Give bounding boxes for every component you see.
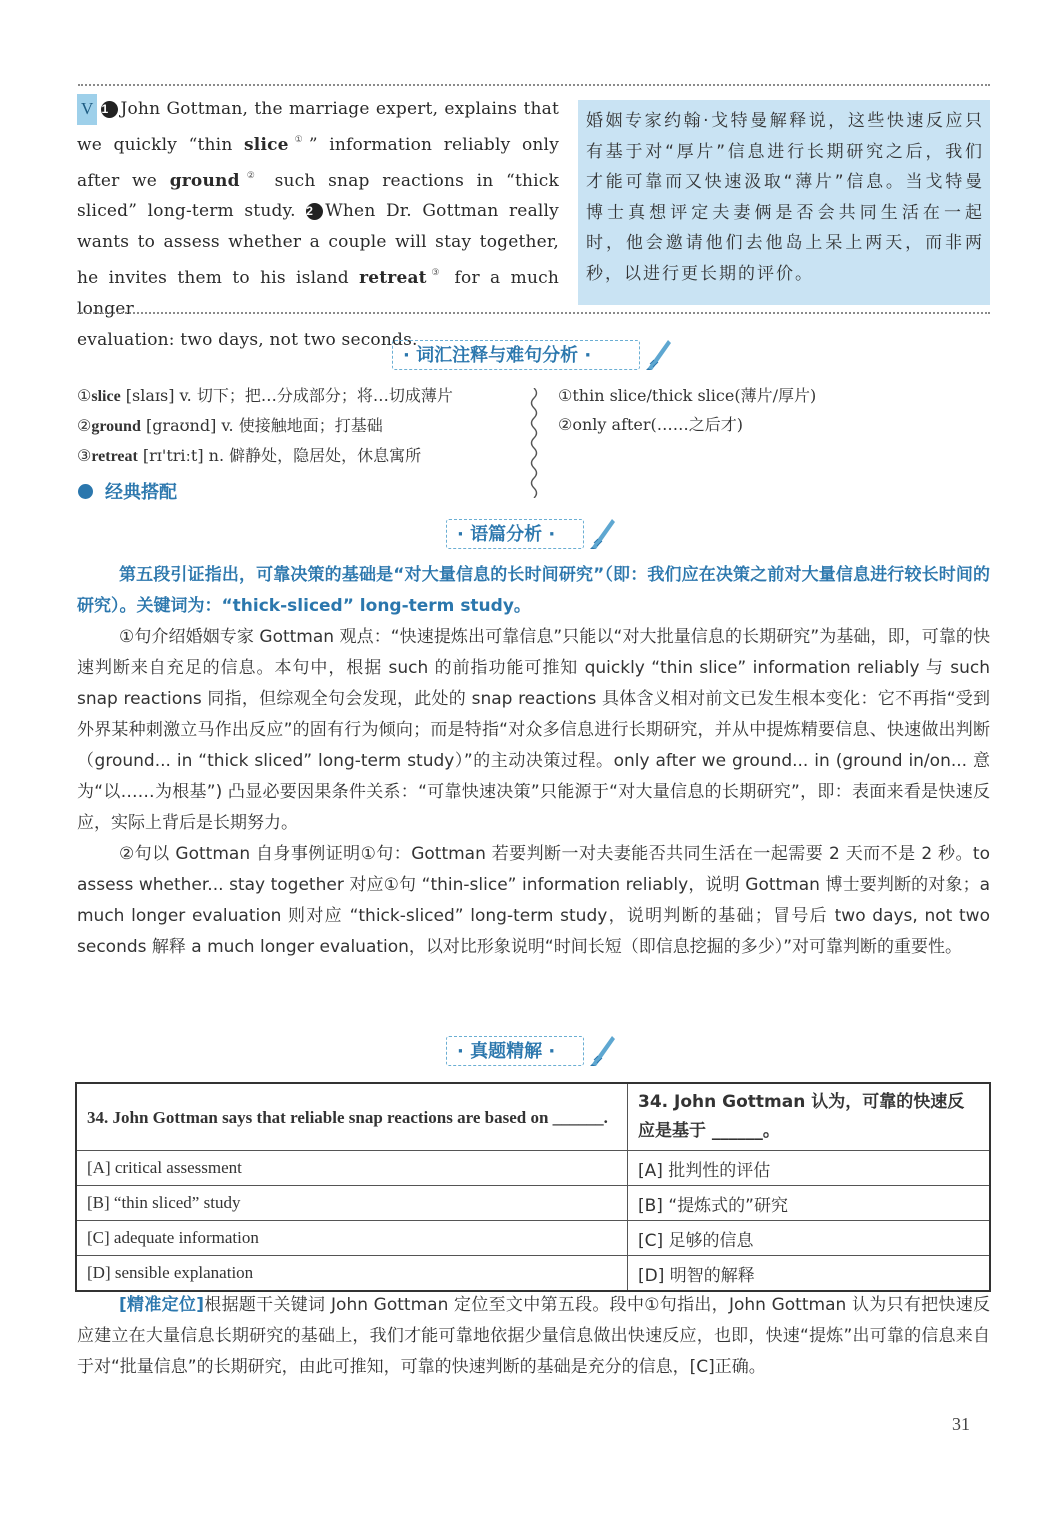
vocab-list: [77, 381, 453, 471]
option-en: [A] critical assessment: [76, 1151, 628, 1186]
sentence-1-part-a: John Gottman, the marriage expert, explains that we quickly “thin: [77, 99, 559, 155]
question-row: [76, 1083, 990, 1151]
paragraph-label: V: [77, 94, 97, 125]
sentence-2-part-a: When Dr. Gottman really wants to assess whether a couple will stay together, he invites them to his island: [77, 201, 559, 288]
option-row: [76, 1256, 990, 1292]
classic-collocation-heading: 经典搭配: [78, 478, 177, 504]
option-zh: [C] 足够的信息: [628, 1221, 991, 1256]
top-divider: [78, 84, 990, 86]
analysis-lead: 第五段引证指出，可靠决策的基础是“对大量信息的长时间研究”（即：我们应在决策之前对大量信息进行较长时间的研究）。关键词为：“thick-sliced” long-term study。: [77, 565, 990, 616]
footnote-2: ②: [239, 170, 262, 181]
question-zh: 34. John Gottman 认为，可靠的快速反应是基于 ______。: [628, 1083, 991, 1151]
sentence-number-2: 2: [306, 203, 323, 220]
option-en: [D] sensible explanation: [76, 1256, 628, 1292]
analysis-text: [77, 560, 990, 963]
pen-icon: [644, 336, 674, 372]
english-passage: [77, 94, 559, 355]
bullet-icon: [78, 484, 93, 499]
sentence-number-1: 1: [101, 101, 118, 118]
vocab-word-ground: ground: [169, 170, 240, 191]
option-zh: [D] 明智的解释: [628, 1256, 991, 1292]
question-en: 34. John Gottman says that reliable snap reactions are based on ______.: [76, 1083, 628, 1151]
analysis-paragraph-2: ②句以 Gottman 自身事例证明①句：Gottman 若要判断一对夫妻能否共同生活在一起需要 2 天而不是 2 秒。to assess whether... stay together 对应①句 “thin-slice” information reliably，说明 Gottman 博士要判断的对象；a much longer evaluation 则对应 “thick-sliced” long-term study，说明判断的基础；冒号后 two days, not two seconds 解释 a much longer evaluation，以对比形象说明“时间长短（即信息挖掘的多少）”对可靠判断的重要性。: [77, 844, 990, 957]
page-number: 31: [952, 1414, 970, 1434]
vocab-word-slice: slice: [244, 134, 289, 155]
vocab-item: ②ground [graʊnd] v. 使接触地面；打基础: [77, 416, 383, 435]
option-zh: [B] “提炼式的”研究: [628, 1186, 991, 1221]
option-en: [B] “thin sliced” study: [76, 1186, 628, 1221]
collocation-list: [558, 381, 816, 439]
collocation-item: ①thin slice/thick slice(薄片/厚片): [558, 386, 817, 405]
sentence-2-last-line: evaluation: two days, not two seconds.: [77, 329, 418, 350]
option-zh: [A] 批判性的评估: [628, 1151, 991, 1186]
analysis-paragraph-1: ①句介绍婚姻专家 Gottman 观点：“快速提炼出可靠信息”只能以“对大批量信息的长期研究”为基础，即，可靠的快速判断来自充足的信息。本句中，根据 such 的前指功能可推知 quickly “thin slice” information reliably 与 such snap reactions 同指，但综观全句会发现，此处的 snap reactions 具体含义相对前文已发生根本变化：它不再指“受到外界某种刺激立马作出反应”的固有行为倾向；而是特指“对众多信息进行长期研究，并从中提炼精要信息、快速做出判断（ground... in “thick sliced” long-term study）”的主动决策过程。only after we ground... in (ground in/on... 意为“以……为根基”) 凸显必要因果条件关系：“可靠快速决策”只能源于“对大量信息的长期研究”，即：表面来看是快速反应，实际上背后是长期努力。: [77, 627, 990, 833]
vocab-item: ①slice [slaɪs] v. 切下；把…分成部分；将…切成薄片: [77, 386, 453, 405]
question-table: [75, 1082, 991, 1292]
vocab-item: ③retreat [rɪ'triːt] n. 僻静处，隐居处，休息寓所: [77, 446, 422, 465]
footnote-1: ①: [288, 134, 309, 145]
mid-divider: [78, 312, 990, 314]
sentence-1-part-c: such snap reactions in “thick sliced” long-term study.: [77, 170, 559, 222]
pen-icon: [588, 1032, 618, 1068]
section-title-answer: · 真题精解 ·: [446, 1036, 584, 1066]
sentence-2-part-b: for a much longer: [77, 267, 559, 319]
option-row: [76, 1151, 990, 1186]
collocation-item: ②only after(……之后才): [558, 415, 744, 434]
pen-icon: [588, 515, 618, 551]
vocab-word-retreat: retreat: [359, 267, 427, 288]
sentence-1-part-b: ” information reliably only after we: [77, 134, 559, 191]
section-title-vocab: · 词汇注释与难句分析 ·: [392, 340, 640, 370]
wavy-divider: [528, 388, 540, 498]
option-row: [76, 1221, 990, 1256]
answer-explanation: [77, 1290, 990, 1383]
footnote-3: ③: [426, 267, 445, 278]
explanation-label: [精准定位]: [119, 1295, 204, 1315]
option-row: [76, 1186, 990, 1221]
option-en: [C] adequate information: [76, 1221, 628, 1256]
section-title-analysis: · 语篇分析 ·: [446, 519, 584, 549]
translation-box: 婚姻专家约翰·戈特曼解释说，这些快速反应只有基于对“厚片”信息进行长期研究之后，我们才能可靠而又快速汲取“薄片”信息。当戈特曼博士真想评定夫妻俩是否会共同生活在一起时，他会邀请他们去他岛上呆上两天，而非两秒，以进行更长期的评价。: [578, 100, 990, 305]
explanation-text: 根据题干关键词 John Gottman 定位至文中第五段。段中①句指出，John Gottman 认为只有把快速反应建立在大量信息长期研究的基础上，我们才能可靠地依据少量信息做出快速反应，也即，快速“提炼”出可靠的信息来自于对“批量信息”的长期研究，由此可推知，可靠的快速判断的基础是充分的信息，[C]正确。: [77, 1295, 990, 1377]
